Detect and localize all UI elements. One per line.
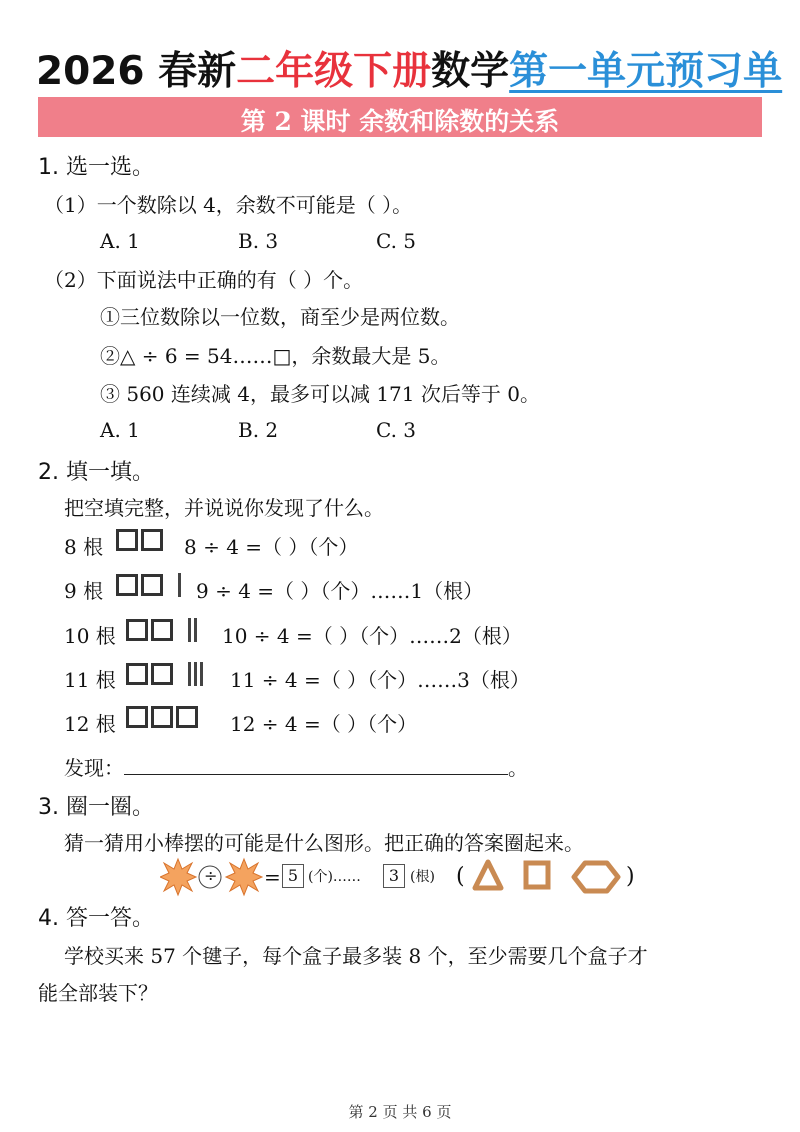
q4-question-line-2: 能全部装下？	[38, 981, 158, 1005]
single-stick-icon	[188, 618, 191, 642]
page-footer: 第 2 页 共 6 页	[348, 1103, 452, 1121]
stick-square-icon	[126, 619, 148, 641]
q1-part1-option-b: B. 3	[238, 229, 279, 253]
square-option-icon	[526, 863, 548, 887]
q3-paren-open: (	[456, 864, 465, 889]
lesson-banner	[38, 97, 762, 137]
q1-part2-option-c: C. 3	[376, 418, 417, 442]
q4-heading: 4. 答一答。	[38, 906, 154, 931]
hexagon-option-icon	[574, 863, 618, 891]
starburst-icon	[160, 859, 196, 895]
q1-heading: 1. 选一选。	[38, 155, 154, 180]
stick-square-icon	[151, 663, 173, 685]
title-part-grade: 二年级下册	[236, 49, 432, 94]
q3-equation	[160, 855, 660, 901]
q2-discover	[64, 752, 528, 781]
stick-square-icon	[141, 574, 163, 596]
stick-square-icon	[116, 574, 138, 596]
q2-row-1-label: 8 根	[64, 535, 104, 559]
q2-heading: 2. 填一填。	[38, 460, 154, 485]
q1-part2-option-b: B. 2	[238, 418, 279, 442]
q3-divide-sign: ÷	[204, 866, 218, 885]
q2-row-2-sticks	[116, 573, 184, 597]
stick-square-icon	[176, 706, 198, 728]
q1-part1-option-a: A. 1	[100, 229, 140, 253]
q1-part2-statement-1: ①三位数除以一位数，商至少是两位数。	[100, 305, 460, 329]
starburst-icon	[226, 859, 262, 895]
page-title	[36, 40, 782, 96]
q3-unit-ge: (个)……	[308, 869, 361, 885]
q3-remainder-box: 3	[383, 864, 405, 888]
q4-question-line-1: 学校买来 57 个毽子，每个盒子最多装 8 个，至少需要几个盒子才	[64, 944, 648, 968]
q2-row-5-label: 12 根	[64, 712, 116, 736]
q1-part2-statement-3: ③ 560 连续减 4，最多可以减 171 次后等于 0。	[100, 382, 540, 406]
q3-paren-close: )	[626, 864, 635, 889]
single-stick-icon	[188, 662, 191, 686]
single-stick-icon	[194, 662, 197, 686]
stick-square-icon	[126, 706, 148, 728]
single-stick-icon	[200, 662, 203, 686]
q2-row-3-expression: 10 ÷ 4 =（ ）（个）……2（根）	[222, 624, 522, 648]
q2-row-3-sticks	[126, 618, 200, 642]
q2-row-5-expression: 12 ÷ 4 =（ ）（个）	[230, 712, 418, 736]
single-stick-icon	[194, 618, 197, 642]
q2-row-4-sticks	[126, 662, 206, 686]
q3-heading: 3. 圈一圈。	[38, 795, 154, 820]
title-part-unit: 第一单元预习单	[509, 49, 783, 94]
q2-discover-label: 发现：	[64, 756, 124, 780]
q1-part2-option-a: A. 1	[100, 418, 140, 442]
q2-row-1-sticks	[116, 529, 166, 551]
triangle-option-icon	[475, 862, 501, 888]
single-stick-icon	[178, 573, 181, 597]
q2-row-4-expression: 11 ÷ 4 =（ ）（个）……3（根）	[230, 668, 530, 692]
q2-discover-end: 。	[508, 756, 528, 780]
q3-quotient-box: 5	[282, 864, 304, 888]
title-part-subject: 数学	[431, 49, 510, 94]
q3-intro: 猜一猜用小棒摆的可能是什么图形。把正确的答案圈起来。	[64, 831, 584, 855]
q2-row-5-sticks	[126, 706, 201, 728]
q3-equals-sign: =	[264, 865, 281, 889]
q3-unit-gen: (根)	[410, 869, 435, 885]
q2-row-2-expression: 9 ÷ 4 =（ ）（个）……1（根）	[196, 579, 484, 603]
q2-row-2-label: 9 根	[64, 579, 104, 603]
stick-square-icon	[151, 619, 173, 641]
q2-row-4-label: 11 根	[64, 668, 116, 692]
q1-part2-stem: （2）下面说法中正确的有（ ）个。	[44, 268, 364, 292]
q1-part1-option-c: C. 5	[376, 229, 417, 253]
stick-square-icon	[151, 706, 173, 728]
q2-row-3-label: 10 根	[64, 624, 116, 648]
q2-intro: 把空填完整，并说说你发现了什么。	[64, 496, 384, 520]
title-part-year: 2026 春新	[36, 49, 237, 94]
q1-part2-statement-2: ②△ ÷ 6 = 54……□，余数最大是 5。	[100, 344, 451, 368]
q2-discover-answer-line[interactable]	[124, 754, 508, 775]
q2-row-1-expression: 8 ÷ 4 =（ ）（个）	[184, 535, 359, 559]
q1-part1-stem: （1）一个数除以 4，余数不可能是（ ）。	[44, 193, 413, 217]
stick-square-icon	[116, 529, 138, 551]
stick-square-icon	[141, 529, 163, 551]
lesson-banner-text: 第 2 课时 余数和除数的关系	[240, 107, 560, 136]
stick-square-icon	[126, 663, 148, 685]
